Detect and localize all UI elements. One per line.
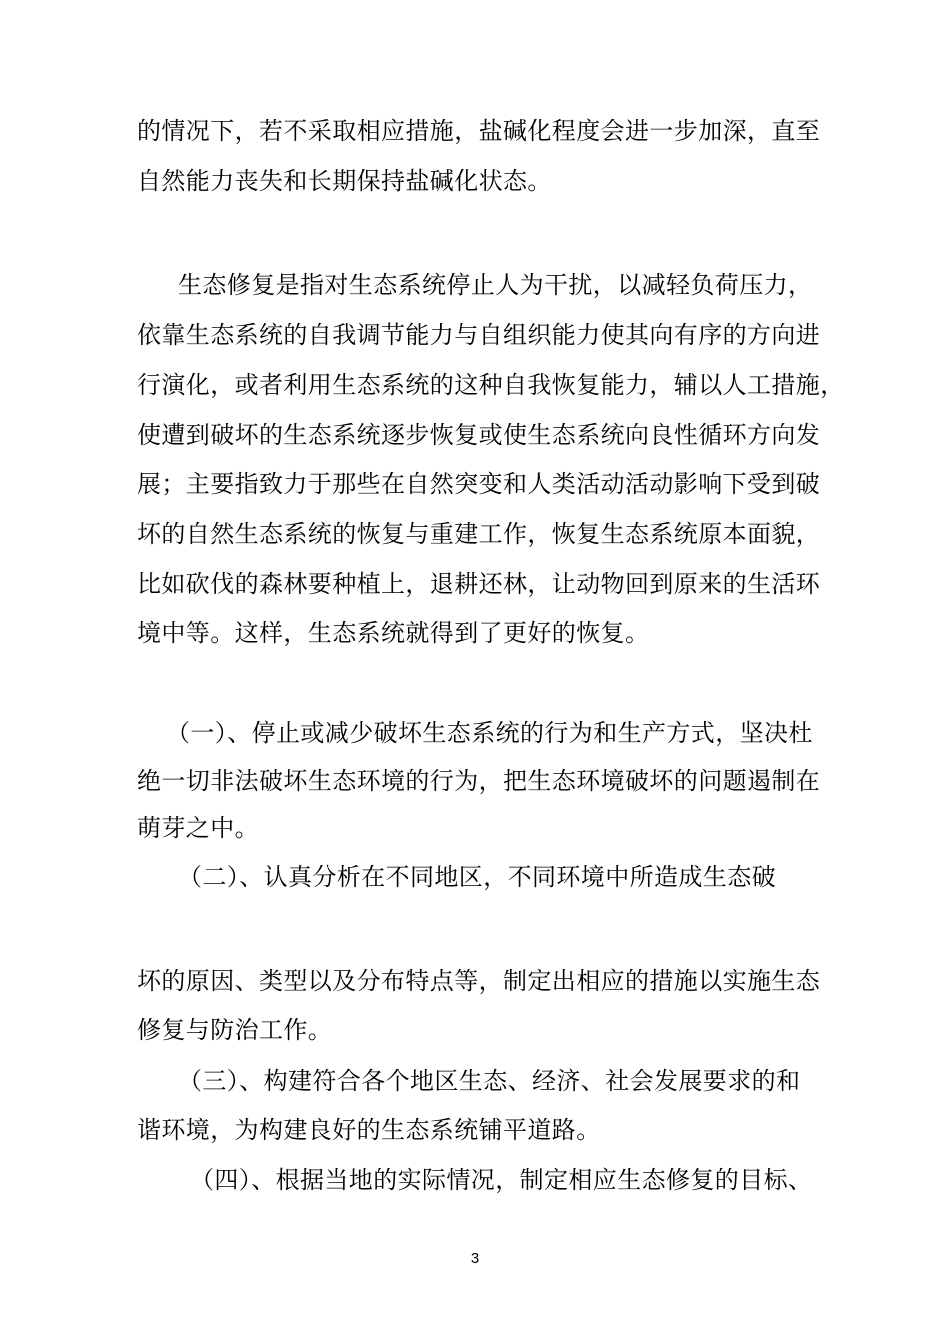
text-line: 坏的自然生态系统的恢复与重建工作，恢复生态系统原本面貌， bbox=[137, 520, 821, 548]
text-line: 坏的原因、类型以及分布特点等，制定出相应的措施以实施生态 bbox=[137, 967, 821, 995]
text-line: 生态修复是指对生态系统停止人为干扰，以减轻负荷压力， bbox=[178, 271, 813, 299]
text-line: 展；主要指致力于那些在自然突变和人类活动活动影响下受到破 bbox=[137, 470, 821, 498]
text-line: （四）、根据当地的实际情况，制定相应生态修复的目标、 bbox=[190, 1166, 813, 1194]
text-line: 使遭到破坏的生态系统逐步恢复或使生态系统向良性循环方向发 bbox=[137, 421, 821, 449]
text-line: 萌芽之中。 bbox=[137, 814, 259, 842]
page-number: 3 bbox=[470, 1250, 480, 1267]
text-line: 谐环境，为构建良好的生态系统铺平道路。 bbox=[137, 1116, 601, 1144]
text-line: 绝一切非法破坏生态环境的行为，把生态环境破坏的问题遏制在 bbox=[137, 767, 821, 795]
text-line: （三）、构建符合各个地区生态、经济、社会发展要求的和 bbox=[178, 1067, 801, 1095]
text-line: （二）、认真分析在不同地区，不同环境中所造成生态破 bbox=[178, 863, 776, 891]
text-line: 修复与防治工作。 bbox=[137, 1016, 333, 1044]
text-line: 行演化，或者利用生态系统的这种自我恢复能力，辅以人工措施， bbox=[137, 371, 845, 399]
text-line: 境中等。这样，生态系统就得到了更好的恢复。 bbox=[137, 619, 650, 647]
text-line: 比如砍伐的森林要种植上，退耕还林，让动物回到原来的生活环 bbox=[137, 570, 821, 598]
text-line: 依靠生态系统的自我调节能力与自组织能力使其向有序的方向进 bbox=[137, 321, 821, 349]
text-line: 自然能力丧失和长期保持盐碱化状态。 bbox=[137, 167, 552, 195]
text-line: （一）、停止或减少破坏生态系统的行为和生产方式，坚决杜 bbox=[166, 719, 813, 747]
text-line: 的情况下，若不采取相应措施，盐碱化程度会进一步加深，直至 bbox=[137, 117, 821, 145]
